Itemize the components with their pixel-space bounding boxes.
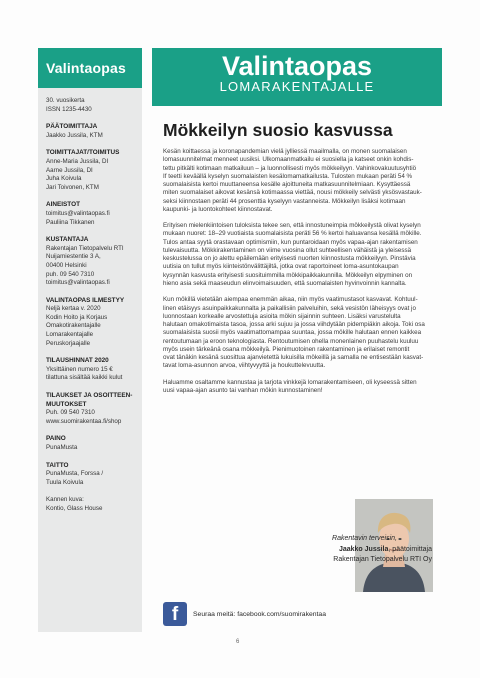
masthead-line: Yksittäinen numero 15 € — [46, 365, 113, 373]
masthead-heading: PÄÄTOIMITTAJA — [46, 123, 98, 131]
article-line: hieno asia sekä maaseudun elinvoimaisuuden, että suomalaisten hyvinvoinnin kannalta. — [163, 279, 407, 287]
masthead-line: Puh. 09 540 7310 — [46, 409, 95, 417]
masthead-line: Aarne Jussila, DI — [46, 166, 93, 174]
masthead-block — [46, 201, 142, 227]
masthead-heading: TAITTO — [46, 461, 69, 469]
article-line: mukaan nuoret: 18–29 vuotiaista suomalaisista peräti 56 % kertoi haluavansa kesällä mökille. — [163, 230, 422, 238]
masthead-line: toimitus@valintaopas.fi — [46, 209, 110, 217]
article-line: myös usein tärkeänä osana mökkeilyä. Pienimuotoinen rakentaminen ja erilaiset remontit — [163, 345, 410, 353]
article-line: ovat tänäkin kesänä suosittua ajanvietettä lukuisilla mökeillä ja samalla ne entisestään kasvat- — [163, 354, 424, 362]
facebook-link-text[interactable]: Seuraa meitä: facebook.com/suomirakentaa — [193, 610, 326, 618]
masthead-block — [46, 97, 142, 114]
article-line: suomalaisista kertoi muuttaneensa kesälle ajoittuneita matkasuunnitelmiaan. Kysyttäessä — [163, 181, 411, 188]
masthead-heading: AINEISTOT — [46, 201, 80, 209]
article-line: uutisia on tullut myös kiinteistönvälittäjiltä, jotka ovat raportoineet loma-asuntokaupan — [163, 263, 399, 271]
page-number: 6 — [236, 639, 240, 645]
masthead-line: tilattuna sisältää kaikki kulut — [46, 374, 123, 382]
article-line: tettu pitkälti kotimaan matkailuun – ja luonnollisesti myös mökkeilyyn. Vahinkovakuutusyhtiö — [163, 164, 417, 172]
masthead-heading: TILAUKSET JA OSOITTEEN-MUUTOKSET — [46, 392, 133, 408]
masthead-line: 00400 Helsinki — [46, 261, 87, 269]
article-paragraph — [163, 296, 433, 370]
facebook-follow[interactable] — [163, 602, 326, 626]
masthead-line: puh. 09 540 7310 — [46, 270, 95, 278]
masthead-line: Peruskorjaajalle — [46, 339, 91, 347]
masthead-line: Omakotirakentajalle — [46, 322, 101, 330]
masthead-block — [46, 496, 142, 513]
masthead-line: ISSN 1235-4430 — [46, 105, 92, 113]
article-line: halutaan omakotimaista tasoa, jossa arki sujuu ja jossa viihdytään pidempiäkin aikoja. Toki osa — [163, 321, 425, 329]
masthead-line: Jari Toivonen, KTM — [46, 183, 99, 191]
masthead-line: Lomarakentajalle — [46, 331, 94, 339]
article-paragraph — [163, 148, 433, 214]
masthead-heading: KUSTANTAJA — [46, 236, 89, 244]
article-paragraph — [163, 379, 433, 396]
masthead-line: Kannen kuva: — [46, 496, 84, 504]
masthead-block — [46, 123, 142, 140]
masthead-block — [46, 392, 142, 426]
article-line: suomalaisista suosii myös vaatimattomampaa suuntaa, jossa mökille halutaan ennen kaikkea — [163, 329, 422, 337]
sidebar-title: Valintaopas — [38, 48, 142, 88]
article-line: Kesän koittaessa ja koronapandemian vielä jylliessä maailmalla, on monen suomalaisen — [163, 148, 407, 155]
article-line: rentoutumaan ja eroon teknologiasta. Rentoutumisen ohella monenlainen puuhastelu kuuluu — [163, 337, 419, 345]
masthead-block — [46, 357, 142, 383]
editorial-article — [163, 120, 433, 404]
article-line: Erityisen mielenkiintoisen tuloksista tekee sen, että innostuneimpia mökkeilystä olivat kyselyn — [163, 222, 421, 230]
article-line: keskustelussa on jo alettu epäilemään erityisesti nuorten kiinnostusta mökkeilyyn. Pinstävia — [163, 255, 416, 263]
signature-role: , päätoimittaja — [388, 545, 432, 553]
masthead-line: Kodin Hoito ja Korjaus — [46, 313, 108, 321]
masthead-line: Kontio, Glass House — [46, 504, 103, 512]
signature-organization: Rakentajan Tietopalvelu RTI Oy — [333, 556, 432, 563]
masthead-line: Tuula Koivula — [46, 478, 84, 486]
masthead-sidebar — [38, 48, 142, 632]
masthead-block — [46, 462, 142, 488]
facebook-icon[interactable]: f — [163, 602, 187, 626]
article-line: seksi kiinnostaen peräti 44 prosenttia kyselyyn vastanneista. Mökkeilyn lisäksi kotimaan — [163, 197, 406, 205]
article-line: kaupunki- ja luontokohteet kiinnostavat. — [163, 205, 273, 213]
article-line: Haluamme osaltamme kannustaa ja tarjota vinkkejä lomarakentamiseen, oli kyseessä sitten — [163, 378, 417, 386]
masthead-line: Nuijamiestentie 3 A, — [46, 253, 101, 261]
masthead-line: www.suomirakentaa.fi/shop — [46, 417, 122, 425]
article-line: tulevaisuutta. Mökkirakentaminen on viime vuosina ollut suhteellisen vähäistä ja yleisessä — [163, 246, 412, 254]
masthead-line: Neljä kertaa v. 2020 — [46, 305, 101, 313]
masthead-block — [46, 149, 142, 192]
magazine-subtitle: LOMARAKENTAJALLE — [219, 79, 375, 94]
masthead-line: 30. vuosikerta — [46, 97, 85, 104]
article-headline: Mökkeilyn suosio kasvussa — [163, 120, 393, 140]
article-line: tavat loma-asunnon arvoa, viihtyvyyttä ja houkuttelevuutta. — [163, 362, 326, 370]
masthead-heading: VALINTAOPAS ILMESTYY — [46, 296, 125, 304]
article-paragraph — [163, 222, 433, 288]
magazine-banner — [152, 48, 442, 106]
masthead-heading: TILAUSHINNAT 2020 — [46, 357, 109, 365]
article-line: linen etäisyys asuinpaikkakunnalta ja paikallisiin palveluihin, sekä vesistön läheisyys ovat jo — [163, 304, 416, 312]
masthead-line: Rakentajan Tietopalvelu RTI — [46, 244, 124, 252]
article-line: luonnostaan korkealle arvostettuja asioita mökin sijainnin suhteen. Lisäksi varustelulta — [163, 312, 401, 320]
masthead-heading: TOIMITTAJAT/TOIMITUS — [46, 149, 120, 157]
masthead-block — [46, 297, 142, 349]
article-body — [163, 148, 433, 395]
masthead-line: Jaakko Jussila, KTM — [46, 131, 103, 139]
editor-signature — [228, 534, 432, 566]
article-line: uusi vapaa-ajan asunto tai vanhan mökin kunnostaminen! — [163, 387, 323, 395]
article-line: If teetti keväällä kyselyn suomalaisten kesälomamatkailusta. Tulosten mukaan peräti 54 % — [163, 172, 413, 180]
article-line: Tulos antaa syytä orastavaan optimismiin, kun puntaroidaan myös vapaa-ajan rakentamisen — [163, 238, 418, 246]
masthead-line: Pauliina Tikkanen — [46, 218, 95, 226]
signature-greeting: Rakentavin terveisin, — [332, 535, 397, 542]
masthead-line: PunaMusta, Forssa / — [46, 470, 104, 478]
masthead-line: PunaMusta — [46, 444, 78, 451]
article-line: miten suomalaiset aikovat kesänsä kotimaassa viettää, nousi mökkeily selvästi yksösvastauk- — [163, 189, 422, 197]
masthead-line: toimitus@valintaopas.fi — [46, 279, 110, 287]
signature-name-line — [228, 545, 432, 556]
masthead-info — [38, 88, 142, 514]
masthead-heading: PAINO — [46, 435, 66, 443]
masthead-line: Juha Koivula — [46, 175, 82, 183]
signature-name: Jaakko Jussila — [338, 545, 389, 553]
masthead-block — [46, 236, 142, 288]
masthead-block — [46, 435, 142, 452]
article-line: Kun mökillä vietetään aiempaa enemmän aikaa, niin myös vaatimustasot kasvavat. Kohtuul- — [163, 296, 418, 304]
magazine-title: Valintaopas — [221, 51, 373, 81]
article-line: lomasuunnitelmat menneet uusiksi. Ulkomaanmatkailu ei suosiella ja katseet onkin kohdis- — [163, 156, 414, 164]
article-line: kysynnän kasvusta erityisesti suosituimmilla mökkipaikkakunnilla. Mökkeilyn elpyminen on — [163, 271, 413, 279]
masthead-line: Anne-Maria Jussila, DI — [46, 157, 109, 165]
